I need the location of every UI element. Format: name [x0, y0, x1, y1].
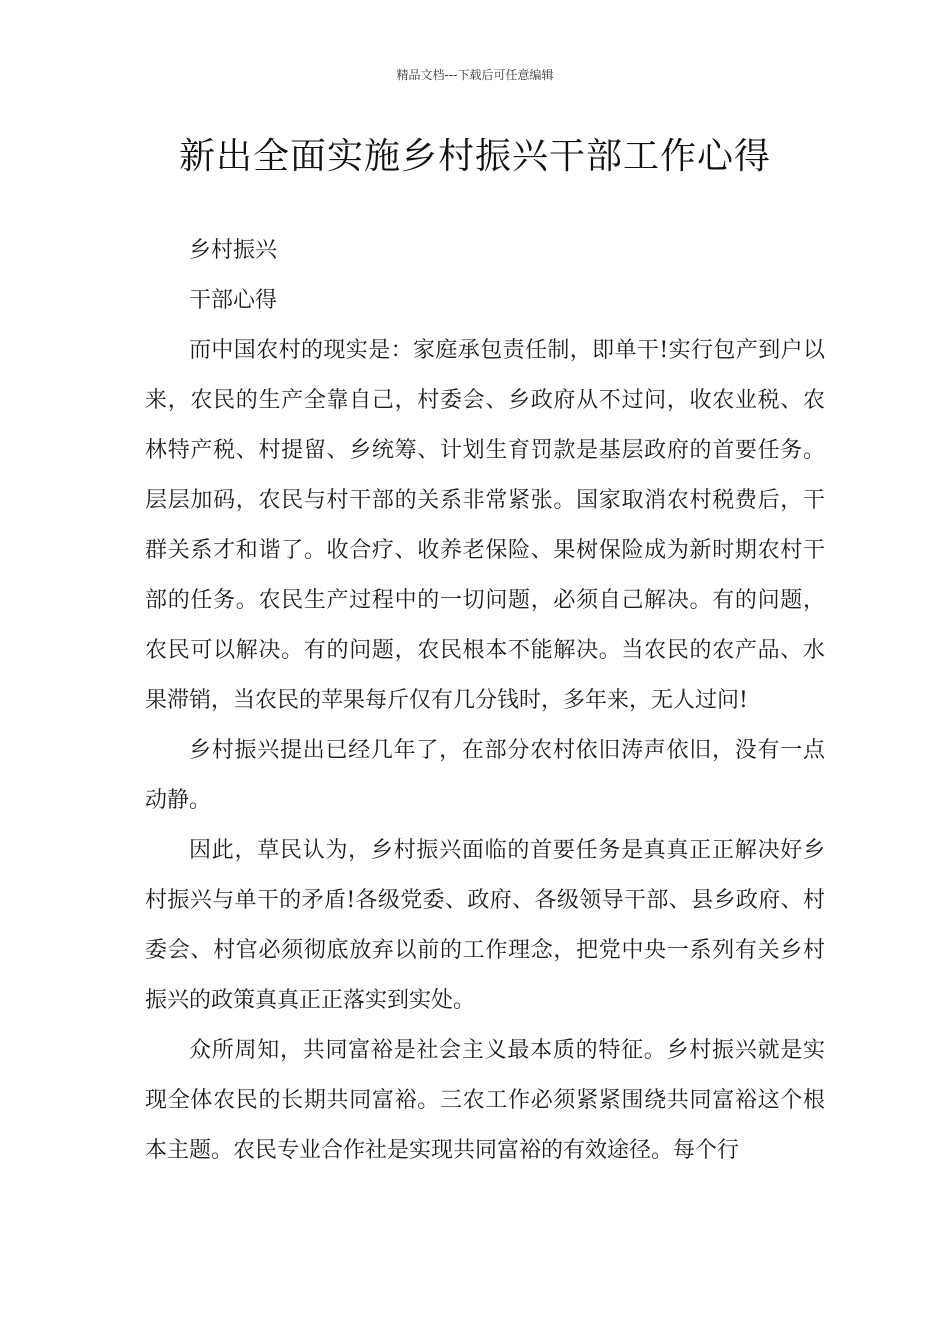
- keyword-tag: 干部心得: [189, 288, 278, 313]
- keyword-tag: 乡村振兴: [189, 238, 278, 263]
- page-title: 新出全面实施乡村振兴干部工作心得: [178, 136, 771, 177]
- header-note: 精品文档---下载后可任意编辑: [396, 68, 554, 82]
- paragraph: 乡村振兴提出已经几年了，在部分农村依旧涛声依旧，没有一点动静。: [145, 738, 825, 813]
- paragraph: 因此，草民认为，乡村振兴面临的首要任务是真真正正解决好乡村振兴与单干的矛盾!各级党委、政府、各级领导干部、县乡政府、村委会、村官必须彻底放弃以前的工作理念，把党中央一系列有关乡村振兴的政策真真正正落实到实处。: [145, 838, 825, 1013]
- paragraph: 众所周知，共同富裕是社会主义最本质的特征。乡村振兴就是实现全体农民的长期共同富裕。三农工作必须紧紧围绕共同富裕这个根本主题。农民专业合作社是实现共同富裕的有效途径。每个行: [145, 1038, 825, 1163]
- document-body: [145, 226, 825, 1176]
- paragraph: 而中国农村的现实是：家庭承包责任制，即单干!实行包产到户以来，农民的生产全靠自己，村委会、乡政府从不过问，收农业税、农林特产税、村提留、乡统筹、计划生育罚款是基层政府的首要任务。层层加码，农民与村干部的关系非常紧张。国家取消农村税费后，干群关系才和谐了。收合疗、收养老保险、果树保险成为新时期农村干部的任务。农民生产过程中的一切问题，必须自己解决。有的问题，农民可以解决。有的问题，农民根本不能解决。当农民的农产品、水果滞销，当农民的苹果每斤仅有几分钱时，多年来，无人过问!: [145, 338, 825, 713]
